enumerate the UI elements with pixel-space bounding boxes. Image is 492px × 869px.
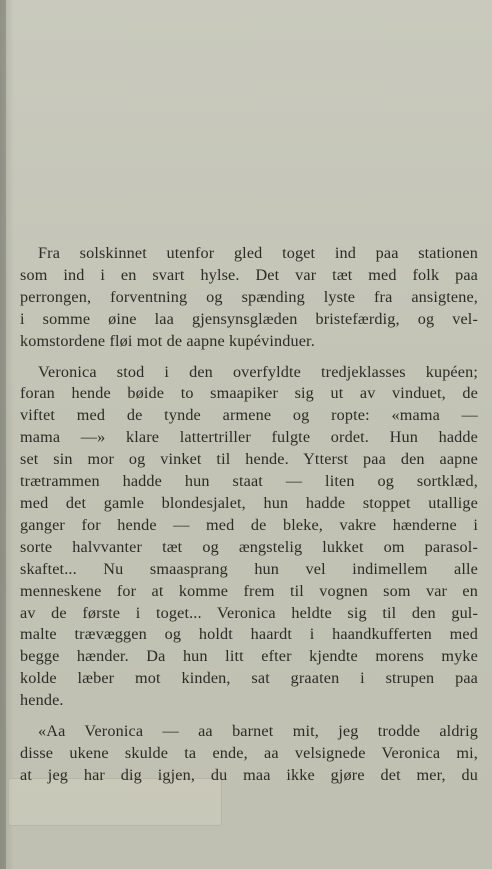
text-line: disse ukene skulde ta ende, aa velsignede Veronica mi, [20,743,478,762]
text-line: komstordene fløi mot de aapne kupévinduer. [20,331,315,350]
paragraph [20,243,478,353]
text-line: foran hende bøide to smaapiker sig ut av vinduet, de [20,384,478,403]
text-line: ganger for hende — med de bleke, vakre hænderne i [20,515,478,534]
text-line: i somme øine laa gjensynsglæden bristefærdig, og vel- [20,309,478,328]
text-line: kolde læber mot kinden, sat graaten i strupen paa [20,669,478,688]
text-line: av de første i toget... Veronica heldte sig til den gul- [20,603,478,622]
text-line: Fra solskinnet utenfor gled toget ind paa stationen [38,244,478,262]
text-line: begge hænder. Da hun litt efter kjendte morens myke [20,647,478,666]
body-text [20,243,478,796]
text-line: med det gamle blondesjalet, hun hadde stoppet utallige [20,493,478,512]
text-line: malte trævæggen og holdt haardt i haandkufferten med [20,625,478,644]
text-line: menneskene for at komme frem til vognen som var en [20,581,478,600]
text-line: som ind i en svart hylse. Det var tæt med folk paa [20,265,478,284]
text-line: at jeg har dig igjen, du maa ikke gjøre det mer, du [20,765,478,784]
text-line: Veronica stod i den overfyldte tredjeklasses kupéen; [38,362,478,381]
page-binding-edge [0,0,6,869]
paragraph [20,721,478,787]
text-line: trætrammen hadde hun staat — liten og sortklæd, [20,472,478,491]
text-line: mama —» klare lattertriller fulgte ordet. Hun hadde [20,428,478,447]
text-line: «Aa Veronica — aa barnet mit, jeg trodde aldrig [38,722,478,741]
text-line: sorte halvvanter tæt og ængstelig lukket om parasol- [20,537,478,556]
text-line: hende. [20,691,64,710]
text-line: skaftet... Nu smaasprang hun vel indimellem alle [20,559,478,578]
text-line: viftet med de tynde armene og ropte: «mama — [20,406,478,425]
text-line: perrongen, forventning og spænding lyste fra ansigtene, [20,287,478,306]
text-line: set sin mor og vinket til hende. Ytterst paa den aapne [20,450,478,469]
paragraph [20,362,478,713]
